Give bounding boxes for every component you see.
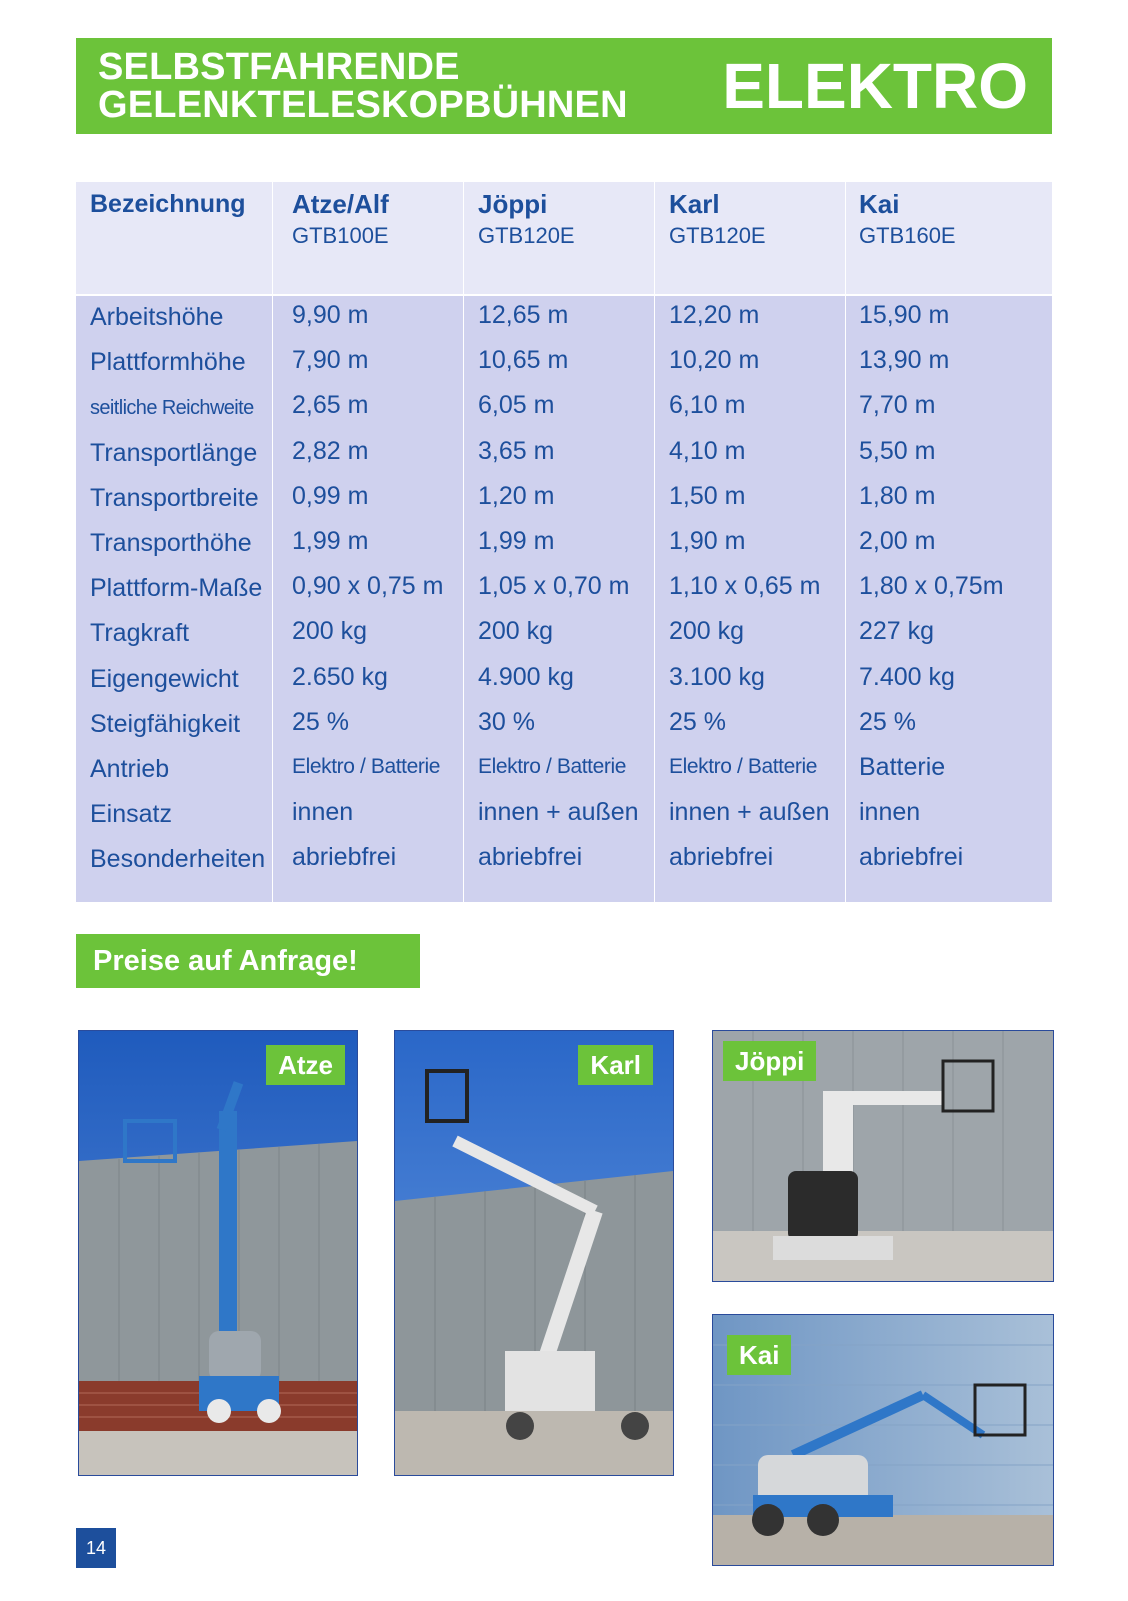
table-cell: 10,65 m (478, 346, 569, 375)
photo-tag-joeppi: Jöppi (723, 1041, 816, 1081)
table-cell: 25 % (669, 707, 726, 736)
column-header-label (90, 186, 246, 222)
page-title (98, 48, 628, 124)
atze-lift-image (79, 1031, 357, 1475)
table-cell: 1,99 m (292, 527, 369, 555)
photo-kai (712, 1314, 1054, 1566)
table-cell: 30 % (478, 707, 535, 736)
column-divider (654, 182, 655, 902)
row-label: Tragkraft (90, 619, 190, 648)
row-label: Plattform-Maße (90, 574, 263, 603)
table-cell: 13,90 m (859, 346, 950, 375)
row-label: Arbeitshöhe (90, 303, 224, 331)
model-code: GTB120E (669, 223, 766, 248)
table-cell: abriebfrei (478, 843, 583, 872)
table-cell: abriebfrei (292, 843, 397, 872)
photo-tag-atze: Atze (266, 1045, 345, 1085)
table-cell: 10,20 m (669, 346, 760, 375)
model-name: Karl (669, 189, 720, 219)
table-cell: 2.650 kg (292, 662, 388, 691)
table-cell: 25 % (292, 707, 349, 736)
model-name: Atze/Alf (292, 189, 389, 219)
photo-tag-kai: Kai (727, 1335, 791, 1375)
row-label: Einsatz (90, 800, 172, 829)
table-cell: Elektro / Batterie (669, 755, 818, 778)
table-cell: 12,65 m (478, 301, 569, 329)
title-line-2: GELENKTELESKOPBÜHNEN (98, 84, 628, 126)
table-cell: 1,90 m (669, 527, 746, 555)
table-cell: 1,80 x 0,75m (859, 572, 1004, 601)
header-divider (76, 294, 1052, 296)
table-cell: 200 kg (292, 617, 368, 646)
table-cell: 0,90 x 0,75 m (292, 572, 444, 601)
table-cell: 2,00 m (859, 527, 936, 555)
table-cell: 12,20 m (669, 301, 760, 329)
table-cell: 3.100 kg (669, 662, 765, 691)
table-cell: 1,05 x 0,70 m (478, 572, 630, 601)
table-cell: 7,90 m (292, 346, 369, 375)
title-banner (76, 38, 1052, 134)
table-cell: Batterie (859, 753, 946, 781)
table-cell: 7,70 m (859, 391, 936, 420)
table-cell: 1,10 x 0,65 m (669, 572, 821, 601)
model-name: Kai (859, 189, 900, 219)
column-header-karl (669, 186, 766, 250)
column-divider (463, 182, 464, 902)
table-cell: innen (859, 798, 921, 827)
table-cell: 200 kg (478, 617, 554, 646)
title-line-1: SELBSTFAHRENDE (98, 46, 460, 88)
table-cell: 2,65 m (292, 391, 369, 420)
table-cell: 2,82 m (292, 436, 369, 465)
table-cell: innen (292, 798, 354, 827)
row-label: Besonderheiten (90, 845, 266, 874)
row-label: Transporthöhe (90, 529, 252, 557)
table-cell: 1,50 m (669, 481, 746, 510)
photo-tag-karl: Karl (578, 1045, 653, 1085)
row-label: Transportbreite (90, 483, 259, 512)
table-cell: 4.900 kg (478, 662, 574, 691)
karl-lift-image (395, 1031, 673, 1475)
table-cell: Elektro / Batterie (478, 755, 627, 778)
table-cell: innen + außen (669, 798, 830, 827)
table-cell: 5,50 m (859, 436, 936, 465)
table-cell: 15,90 m (859, 301, 950, 329)
row-label: Antrieb (90, 755, 170, 783)
column-header-joeppi (478, 186, 575, 250)
table-cell: abriebfrei (859, 843, 964, 872)
page-number: 14 (76, 1528, 116, 1568)
table-cell: 6,10 m (669, 391, 746, 420)
model-name: Jöppi (478, 189, 548, 219)
row-label: seitliche Reichweite (90, 397, 254, 420)
table-cell: 0,99 m (292, 481, 369, 510)
table-cell: 1,99 m (478, 527, 555, 555)
table-cell: 1,80 m (859, 481, 936, 510)
table-cell: 9,90 m (292, 301, 369, 329)
table-cell: 3,65 m (478, 436, 555, 465)
photo-atze (78, 1030, 358, 1476)
row-label: Transportlänge (90, 438, 258, 467)
table-cell: 4,10 m (669, 436, 746, 465)
category-label: ELEKTRO (722, 50, 1028, 122)
table-cell: 7.400 kg (859, 662, 955, 691)
table-cell: 200 kg (669, 617, 745, 646)
table-cell: 25 % (859, 707, 916, 736)
table-cell: Elektro / Batterie (292, 755, 441, 778)
label-header: Bezeichnung (90, 190, 246, 218)
table-cell: 6,05 m (478, 391, 555, 420)
table-cell: abriebfrei (669, 843, 774, 872)
column-header-atze (292, 186, 389, 250)
price-note: Preise auf Anfrage! (76, 934, 420, 988)
model-code: GTB160E (859, 223, 956, 248)
photo-karl (394, 1030, 674, 1476)
model-code: GTB100E (292, 223, 389, 248)
photo-joeppi (712, 1030, 1054, 1282)
row-label: Steigfähigkeit (90, 709, 241, 738)
column-divider (845, 182, 846, 902)
model-code: GTB120E (478, 223, 575, 248)
spec-table (76, 182, 1052, 902)
table-cell: 1,20 m (478, 481, 555, 510)
table-cell: 227 kg (859, 617, 935, 646)
row-label: Eigengewicht (90, 664, 239, 693)
table-cell: innen + außen (478, 798, 639, 827)
row-label: Plattformhöhe (90, 348, 246, 377)
column-header-kai (859, 186, 956, 250)
column-divider (272, 182, 273, 902)
